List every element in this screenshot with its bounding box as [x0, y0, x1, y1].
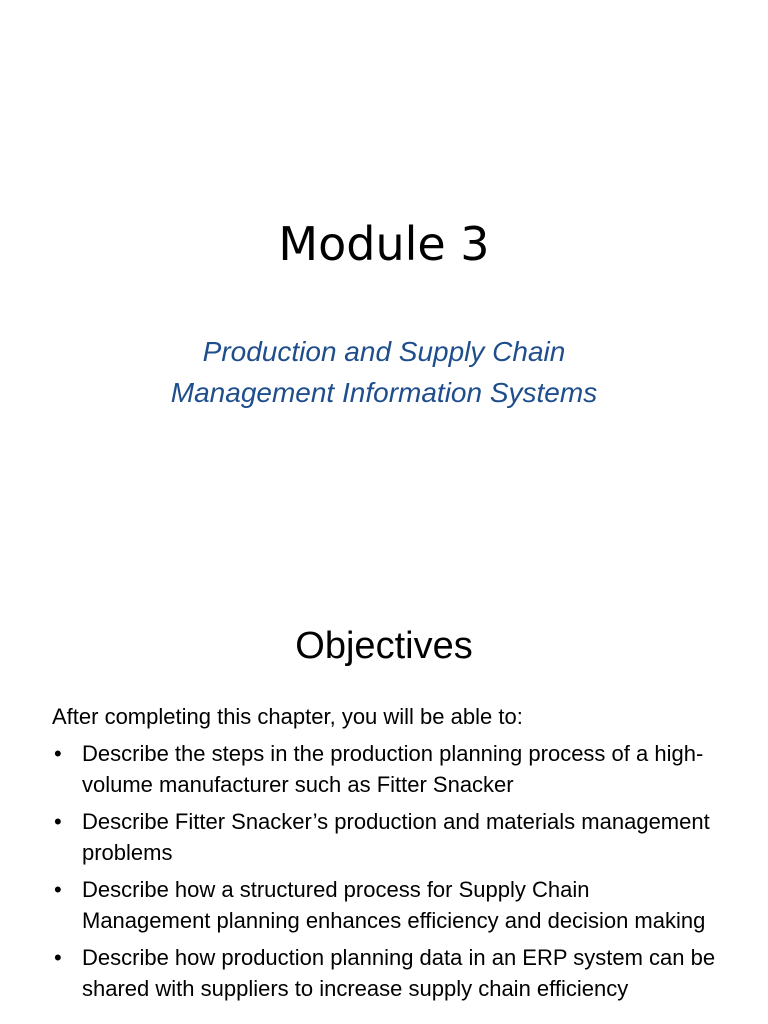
slide-objectives: [0, 576, 768, 1024]
objectives-title: Objectives: [295, 625, 473, 667]
subtitle-line-2: Management Information Systems: [170, 377, 598, 408]
bullet-icon: •: [54, 741, 62, 766]
objectives-list: [52, 738, 722, 1010]
objectives-intro: After completing this chapter, you will be able to:: [52, 704, 523, 729]
objective-item: [52, 874, 722, 936]
subtitle-line-1: Production and Supply Chain: [202, 336, 566, 367]
module-title: Module 3: [278, 217, 490, 271]
objective-text: Describe Fitter Snacker’s production and materials management problems: [82, 809, 710, 865]
objective-item: [52, 738, 722, 800]
objective-text: Describe how a structured process for Supply Chain Management planning enhances efficiency and decision making: [82, 877, 706, 933]
objective-text: Describe how production planning data in an ERP system can be shared with suppliers to increase supply chain efficiency: [82, 945, 716, 1001]
objective-item: [52, 942, 722, 1004]
bullet-icon: •: [54, 945, 62, 970]
module-subtitle: [0, 331, 768, 413]
bullet-icon: •: [54, 809, 62, 834]
objective-item: [52, 806, 722, 868]
bullet-icon: •: [54, 877, 62, 902]
objective-text: Describe the steps in the production planning process of a high-volume manufacturer such as Fitter Snacker: [82, 741, 704, 797]
